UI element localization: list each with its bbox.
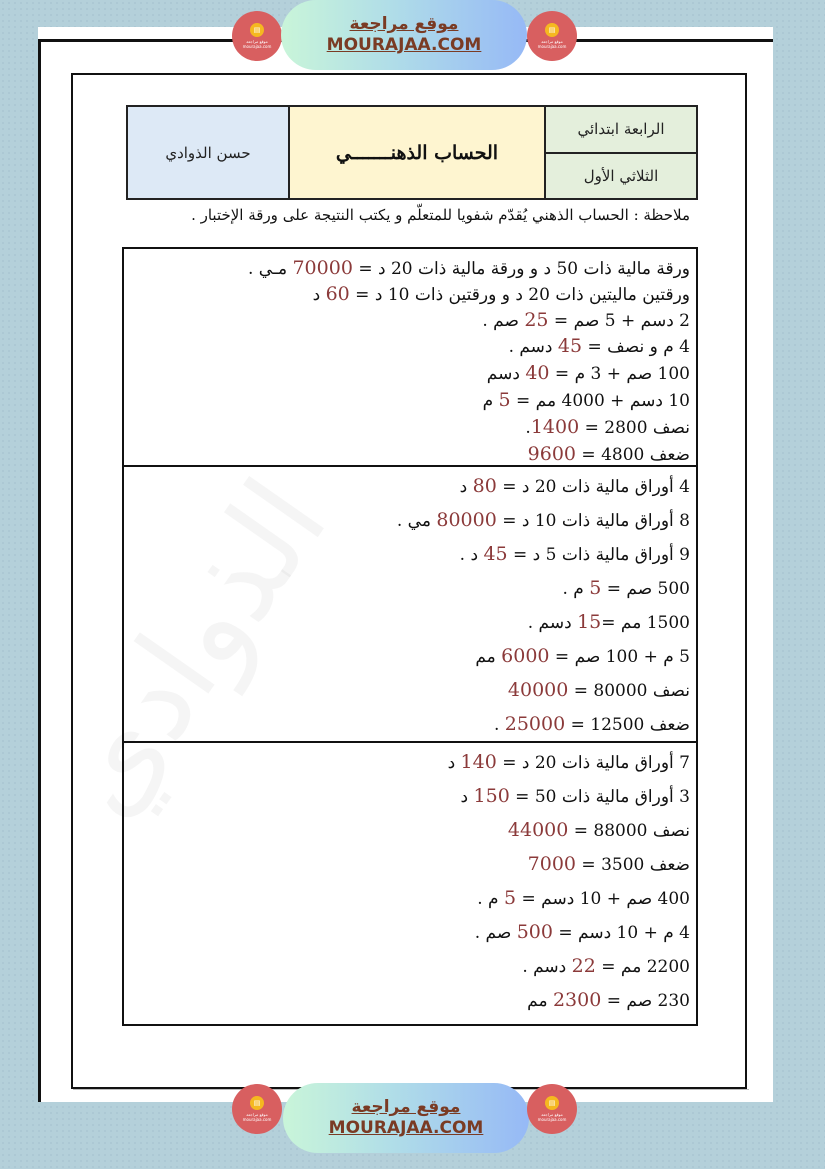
question-text: 10 دسم + 4000 مم = xyxy=(510,391,690,411)
paper-left-border xyxy=(38,39,41,1102)
question-text: 5 م + 100 صم = xyxy=(549,647,690,667)
answer-value: 6000 xyxy=(501,645,550,667)
answer-value: 2300 xyxy=(552,989,602,1011)
banner-arabic-title[interactable]: موقع مراجعة xyxy=(349,14,459,34)
question-text: 4 أوراق مالية ذات 20 د = xyxy=(496,477,690,497)
unit-text: مي . xyxy=(396,511,437,531)
answer-value: 70000 xyxy=(292,257,353,279)
answer-value: 5 xyxy=(498,389,511,411)
unit-text: . xyxy=(493,715,505,735)
header-level: الرابعة ابتدائي xyxy=(546,107,696,154)
question-text: ضعف 4800 = xyxy=(576,445,690,465)
unit-text: م . xyxy=(562,579,590,599)
book-icon: ▤ xyxy=(545,23,559,37)
question-text: ورقتين ماليتين ذات 20 د و ورقتين ذات 10 د = xyxy=(349,285,690,305)
badge-caption: موقع مراجعة mourajaa.com xyxy=(242,1112,272,1122)
answer-line xyxy=(460,475,690,498)
answer-line xyxy=(508,819,690,842)
header-table xyxy=(126,105,698,200)
answer-value: 150 xyxy=(473,785,510,807)
answer-value: 15 xyxy=(577,611,602,633)
unit-text: صم . xyxy=(474,923,517,943)
header-author: حسن الذوادي xyxy=(128,107,290,198)
answer-value: 45 xyxy=(557,335,583,357)
question-text: نصف 2800 = xyxy=(579,418,690,438)
answer-value: 80000 xyxy=(436,509,497,531)
answer-line xyxy=(460,543,690,566)
banner-site-link[interactable]: MOURAJAA.COM xyxy=(328,1118,484,1138)
answer-line xyxy=(522,955,690,978)
answer-line xyxy=(525,416,690,439)
unit-text: دسم . xyxy=(527,613,578,633)
question-text: نصف 88000 = xyxy=(568,821,690,841)
answer-value: 45 xyxy=(483,543,508,565)
unit-text: صم . xyxy=(482,311,525,331)
answer-value: 7000 xyxy=(527,853,577,875)
answer-value: 25 xyxy=(524,309,549,331)
unit-text: د xyxy=(459,477,473,497)
answer-value: 5 xyxy=(589,577,602,599)
badge-left-bottom[interactable] xyxy=(232,1084,282,1134)
question-text: ضعف 12500 = xyxy=(565,715,690,735)
question-text: 2 دسم + 5 صم = xyxy=(548,311,690,331)
question-text: 2200 مم = xyxy=(595,957,690,977)
answer-value: 1400 xyxy=(530,416,580,438)
answer-line xyxy=(477,887,690,910)
answer-value: 80 xyxy=(472,475,497,497)
question-text: 230 صم = xyxy=(601,991,690,1011)
question-text: 400 صم + 10 دسم = xyxy=(516,889,690,909)
badge-caption: موقع مراجعة mourajaa.com xyxy=(537,1112,567,1122)
question-text: 1500 مم = xyxy=(601,613,690,633)
answer-value: 5 xyxy=(504,887,517,909)
answer-line xyxy=(475,645,690,668)
badge-right-bottom[interactable] xyxy=(527,1084,577,1134)
answer-value: 40000 xyxy=(507,679,569,701)
question-text: 9 أوراق مالية ذات 5 د = xyxy=(507,545,690,565)
answer-value: 25000 xyxy=(504,713,566,735)
site-banner-top[interactable] xyxy=(281,0,527,70)
question-text: 100 صم + 3 م = xyxy=(549,364,690,384)
answers-section-1 xyxy=(124,249,696,467)
answer-line xyxy=(482,309,690,332)
site-banner-bottom[interactable] xyxy=(283,1083,529,1153)
unit-text: م . xyxy=(477,889,504,909)
answer-value: 60 xyxy=(325,283,350,305)
header-level-term xyxy=(546,107,696,198)
answer-line xyxy=(562,577,690,600)
unit-text: دسم . xyxy=(508,337,558,357)
answer-line xyxy=(528,853,690,876)
answer-line xyxy=(313,283,690,306)
instructions-note: ملاحظة : الحساب الذهني يُقدّم شفويا للمتعلّم و يكتب النتيجة على ورقة الإختبار . xyxy=(191,206,690,224)
unit-text: د xyxy=(447,753,461,773)
unit-text: مم xyxy=(527,991,553,1011)
book-icon: ▤ xyxy=(250,23,264,37)
answer-line xyxy=(248,257,690,280)
answer-line xyxy=(509,335,690,358)
unit-text: دسم xyxy=(486,364,526,384)
book-icon: ▤ xyxy=(545,1096,559,1110)
answers-section-3 xyxy=(124,743,696,1026)
answers-section-2 xyxy=(124,467,696,743)
answer-line xyxy=(487,362,690,385)
answer-value: 40 xyxy=(525,362,550,384)
banner-arabic-title[interactable]: موقع مراجعة xyxy=(351,1097,461,1117)
answer-value: 9600 xyxy=(527,443,577,465)
answer-line xyxy=(397,509,690,532)
question-text: نصف 80000 = xyxy=(568,681,690,701)
unit-text: مم xyxy=(475,647,502,667)
answer-value: 500 xyxy=(516,921,553,943)
unit-text: . xyxy=(525,418,531,438)
answer-value: 140 xyxy=(460,751,497,773)
answers-table xyxy=(122,247,698,1026)
unit-text: د xyxy=(312,285,326,305)
question-text: 4 م + 10 دسم = xyxy=(552,923,690,943)
header-title: الحساب الذهنـــــــي xyxy=(290,107,546,198)
answer-line xyxy=(528,611,690,634)
question-text: ورقة مالية ذات 50 د و ورقة مالية ذات 20 د = xyxy=(352,259,690,279)
answer-line xyxy=(527,989,690,1012)
unit-text: دسم . xyxy=(522,957,572,977)
answer-line xyxy=(461,785,690,808)
answer-line xyxy=(483,389,690,412)
badge-right-top[interactable] xyxy=(527,11,577,61)
question-text: 500 صم = xyxy=(601,579,690,599)
question-text: 3 أوراق مالية ذات 50 = xyxy=(509,787,690,807)
book-icon: ▤ xyxy=(250,1096,264,1110)
badge-caption: موقع مراجعة mourajaa.com xyxy=(242,39,272,49)
question-text: 4 م و نصف = xyxy=(582,337,690,357)
badge-caption: موقع مراجعة mourajaa.com xyxy=(537,39,567,49)
badge-left-top[interactable] xyxy=(232,11,282,61)
answer-value: 22 xyxy=(571,955,596,977)
question-text: ضعف 3500 = xyxy=(576,855,690,875)
answer-line xyxy=(528,443,690,466)
answer-line xyxy=(508,679,690,702)
answer-line xyxy=(448,751,690,774)
question-text: 8 أوراق مالية ذات 10 د = xyxy=(496,511,690,531)
unit-text: م xyxy=(482,391,499,411)
header-term: الثلاثي الأول xyxy=(546,154,696,199)
question-text: 7 أوراق مالية ذات 20 د = xyxy=(496,753,690,773)
unit-text: د xyxy=(460,787,474,807)
answer-line xyxy=(475,921,690,944)
answer-value: 44000 xyxy=(507,819,569,841)
unit-text: د . xyxy=(459,545,484,565)
answer-line xyxy=(494,713,690,736)
unit-text: مـي . xyxy=(248,259,293,279)
banner-site-link[interactable]: MOURAJAA.COM xyxy=(326,35,482,55)
